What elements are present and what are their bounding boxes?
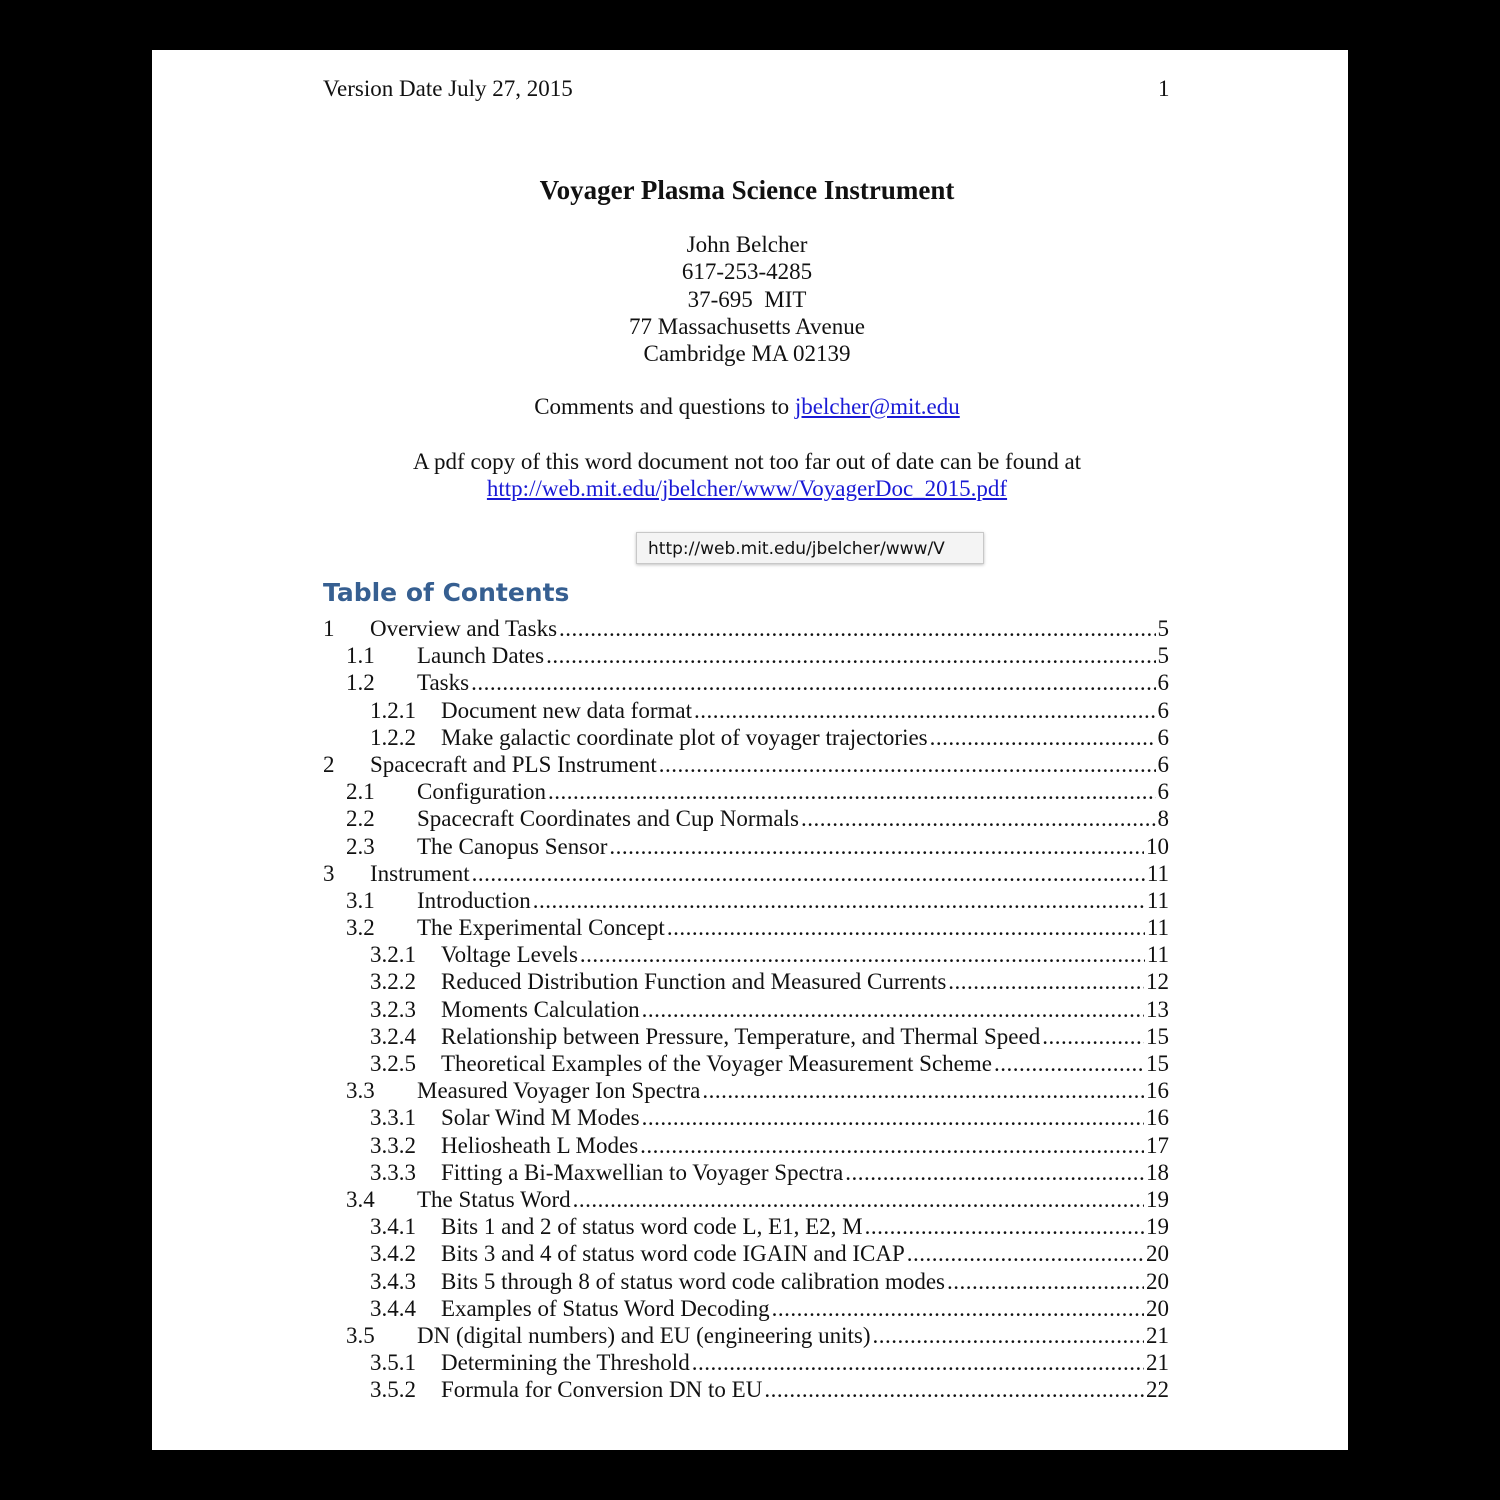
toc-entry[interactable]: [323, 806, 1169, 833]
toc-entry-page: 11: [1146, 860, 1169, 886]
toc-entry[interactable]: [323, 1377, 1169, 1404]
toc-entry-page: 11: [1146, 942, 1169, 968]
toc-dot-leader: [609, 834, 1144, 860]
toc-entry[interactable]: [323, 1214, 1169, 1241]
toc-entry-title: Measured Voyager Ion Spectra: [417, 1078, 701, 1104]
toc-entry-page: 17: [1146, 1132, 1169, 1158]
page-number: 1: [1158, 76, 1170, 101]
toc-entry[interactable]: [323, 616, 1169, 643]
toc-entry[interactable]: [323, 969, 1169, 996]
toc-entry-number: 3.5.1: [370, 1350, 416, 1376]
toc-entry-title: Tasks: [417, 670, 470, 696]
toc-entry-page: 20: [1146, 1268, 1169, 1294]
toc-entry-number: 1.2.1: [370, 697, 416, 723]
toc-entry-title: Formula for Conversion DN to EU: [441, 1377, 763, 1403]
toc-entry[interactable]: [323, 1160, 1169, 1187]
toc-entry-title: The Experimental Concept: [417, 915, 665, 941]
toc-dot-leader: [659, 752, 1156, 778]
toc-entry-title: Instrument: [370, 860, 470, 886]
toc-dot-leader: [573, 1187, 1144, 1213]
toc-entry-page: 15: [1146, 1023, 1169, 1049]
toc-entry[interactable]: [323, 1350, 1169, 1377]
toc-entry[interactable]: [323, 1078, 1169, 1105]
toc-entry-page: 8: [1157, 806, 1169, 832]
toc-entry-title: Reduced Distribution Function and Measured Currents: [441, 969, 947, 995]
toc-dot-leader: [801, 806, 1156, 832]
toc-dot-leader: [642, 997, 1144, 1023]
toc-entry-title: Relationship between Pressure, Temperature, and Thermal Speed: [441, 1023, 1041, 1049]
toc-entry-number: 2.2: [346, 806, 375, 832]
toc-entry-title: Bits 1 and 2 of status word code L, E1, E2, M: [441, 1214, 863, 1240]
toc-entry-page: 16: [1146, 1105, 1169, 1131]
toc-entry-number: 3.2.1: [370, 942, 416, 968]
toc-entry-title: Overview and Tasks: [370, 616, 558, 641]
toc-dot-leader: [947, 1269, 1144, 1295]
toc-entry[interactable]: [323, 1296, 1169, 1323]
toc-entry-page: 18: [1146, 1159, 1169, 1185]
toc-entry-number: 3: [323, 860, 335, 886]
toc-entry-number: 2.3: [346, 833, 375, 859]
toc-entry-number: 3.1: [346, 887, 375, 913]
toc-entry[interactable]: [323, 1187, 1169, 1214]
toc-dot-leader: [764, 1377, 1144, 1403]
toc-dot-leader: [580, 942, 1145, 968]
toc-entry-title: Fitting a Bi-Maxwellian to Voyager Spectra: [441, 1159, 844, 1185]
toc-entry-title: Examples of Status Word Decoding: [441, 1295, 770, 1321]
author-city: Cambridge MA 02139: [643, 341, 851, 367]
toc-entry-page: 12: [1146, 969, 1169, 995]
toc-entry[interactable]: [323, 942, 1169, 969]
toc-entry-number: 3.4.4: [370, 1295, 416, 1321]
toc-entry-page: 11: [1146, 915, 1169, 941]
toc-entry-page: 20: [1146, 1295, 1169, 1321]
toc-dot-leader: [930, 725, 1156, 751]
author-office: 37-695 MIT: [687, 286, 807, 312]
toc-heading: Table of Contents: [323, 578, 570, 607]
toc-dot-leader: [994, 1051, 1144, 1077]
toc-dot-leader: [471, 670, 1155, 696]
toc-entry[interactable]: [323, 670, 1169, 697]
toc-entry[interactable]: [323, 861, 1169, 888]
toc-entry-title: The Status Word: [417, 1186, 571, 1212]
toc-entry-title: Configuration: [417, 779, 547, 805]
toc-entry-page: 5: [1157, 616, 1169, 641]
toc-entry-title: Bits 3 and 4 of status word code IGAIN and ICAP: [441, 1241, 905, 1267]
toc-entry[interactable]: [323, 698, 1169, 725]
toc-entry-title: Heliosheath L Modes: [441, 1132, 639, 1158]
toc-entry-number: 3.3: [346, 1078, 375, 1104]
toc-entry[interactable]: [323, 1241, 1169, 1268]
toc-entry-page: 6: [1157, 697, 1169, 723]
pdf-url-link[interactable]: http://web.mit.edu/jbelcher/www/VoyagerDoc_2015.pdf: [486, 476, 1008, 501]
toc-entry-title: Voltage Levels: [441, 942, 578, 968]
toc-entry[interactable]: [323, 1024, 1169, 1051]
toc-entry-number: 1.2.2: [370, 724, 416, 750]
toc-dot-leader: [559, 616, 1155, 642]
toc-entry-number: 2.1: [346, 779, 375, 805]
toc-entry-page: 6: [1157, 779, 1169, 805]
toc-entry-page: 6: [1157, 670, 1169, 696]
toc-dot-leader: [692, 1350, 1144, 1376]
toc-dot-leader: [873, 1323, 1145, 1349]
toc-entry-number: 3.2.4: [370, 1023, 416, 1049]
toc-entry-page: 13: [1146, 996, 1169, 1022]
toc-entry-page: 5: [1157, 643, 1169, 669]
toc-entry-page: 11: [1146, 887, 1169, 913]
toc-entry[interactable]: [323, 915, 1169, 942]
toc-entry-page: 6: [1157, 724, 1169, 750]
toc-dot-leader: [546, 643, 1155, 669]
toc-entry-page: 22: [1146, 1377, 1169, 1403]
toc-entry-page: 20: [1146, 1241, 1169, 1267]
link-tooltip: http://web.mit.edu/jbelcher/www/V: [636, 532, 984, 564]
toc-entry-number: 3.5: [346, 1322, 375, 1348]
toc-entry-number: 2: [323, 751, 335, 777]
author-name: John Belcher: [686, 232, 808, 257]
toc-entry[interactable]: [323, 1051, 1169, 1078]
author-street: 77 Massachusetts Avenue: [629, 313, 865, 339]
toc-entry-number: 3.3.3: [370, 1159, 416, 1185]
toc-entry-number: 1.1: [346, 643, 375, 669]
toc-entry-number: 3.4.3: [370, 1268, 416, 1294]
author-phone: 617-253-4285: [681, 259, 813, 285]
toc-dot-leader: [472, 861, 1145, 887]
toc-dot-leader: [702, 1078, 1144, 1104]
toc-entry-page: 19: [1146, 1186, 1169, 1212]
toc-entry-title: Introduction: [417, 887, 531, 913]
toc-entry-page: 15: [1146, 1051, 1169, 1076]
toc-entry-number: 3.5.2: [370, 1377, 416, 1403]
toc-entry-title: Moments Calculation: [441, 996, 640, 1022]
toc-entry-number: 3.2.2: [370, 969, 416, 995]
document-title: Voyager Plasma Science Instrument: [539, 175, 955, 205]
pdf-note-text: A pdf copy of this word document not too far out of date can be found at: [412, 449, 1082, 474]
toc-entry[interactable]: [323, 779, 1169, 806]
comments-text: Comments and questions to: [534, 394, 795, 419]
toc-entry-title: Determining the Threshold: [441, 1350, 690, 1376]
toc-entry-number: 3.4.1: [370, 1214, 416, 1240]
toc-entry-page: 21: [1146, 1322, 1169, 1348]
toc-entry[interactable]: [323, 643, 1169, 670]
toc-dot-leader: [1042, 1024, 1144, 1050]
toc-entry[interactable]: [323, 725, 1169, 752]
toc-entry-title: DN (digital numbers) and EU (engineering units): [417, 1322, 871, 1348]
toc-entry-title: Bits 5 through 8 of status word code calibration modes: [441, 1268, 946, 1294]
toc-entry-title: Spacecraft and PLS Instrument: [370, 751, 657, 777]
toc-dot-leader: [533, 888, 1145, 914]
toc-entry-title: Launch Dates: [417, 643, 545, 669]
toc-entry-title: Make galactic coordinate plot of voyager trajectories: [441, 724, 928, 750]
toc-entry-title: Document new data format: [441, 697, 692, 723]
toc-entry-page: 19: [1146, 1214, 1169, 1240]
toc-dot-leader: [948, 969, 1144, 995]
toc-entry-page: 6: [1157, 751, 1169, 777]
toc-entry-number: 3.4.2: [370, 1241, 416, 1267]
toc-entry-number: 3.3.1: [370, 1105, 416, 1131]
toc-entry-page: 21: [1146, 1350, 1169, 1376]
toc-entry-number: 3.2: [346, 915, 375, 941]
toc-entry[interactable]: [323, 1105, 1169, 1132]
toc-entry[interactable]: [323, 888, 1169, 915]
toc-entry-number: 3.2.5: [370, 1051, 416, 1076]
toc-entry-title: Spacecraft Coordinates and Cup Normals: [417, 806, 799, 832]
toc-dot-leader: [865, 1214, 1144, 1240]
toc-dot-leader: [694, 698, 1156, 724]
author-block: [152, 231, 1342, 367]
toc-entry[interactable]: [323, 997, 1169, 1024]
toc-entry-page: 16: [1146, 1078, 1169, 1104]
toc-dot-leader: [845, 1160, 1144, 1186]
toc-entry[interactable]: [323, 1133, 1169, 1160]
toc-dot-leader: [907, 1241, 1144, 1267]
toc-entry[interactable]: [323, 834, 1169, 861]
toc-entry-number: 3.2.3: [370, 996, 416, 1022]
toc-dot-leader: [548, 779, 1155, 805]
toc-dot-leader: [640, 1133, 1144, 1159]
document-page: [152, 50, 1348, 1450]
toc-entry[interactable]: [323, 1323, 1169, 1350]
version-date: Version Date July 27, 2015: [323, 76, 573, 101]
toc-dot-leader: [642, 1105, 1144, 1131]
toc-dot-leader: [772, 1296, 1144, 1322]
toc-entry-title: Solar Wind M Modes: [441, 1105, 640, 1131]
toc-entry-number: 3.3.2: [370, 1132, 416, 1158]
toc-entry-number: 3.4: [346, 1186, 375, 1212]
toc-entry[interactable]: [323, 752, 1169, 779]
toc-entry[interactable]: [323, 1269, 1169, 1296]
comments-line: [152, 394, 1342, 420]
toc-entry-number: 1.2: [346, 670, 375, 696]
table-of-contents: [323, 616, 1169, 1404]
toc-entry-number: 1: [323, 616, 335, 641]
toc-entry-title: The Canopus Sensor: [417, 833, 608, 859]
toc-dot-leader: [667, 915, 1145, 941]
toc-entry-page: 10: [1146, 833, 1169, 859]
pdf-note: [152, 448, 1342, 502]
toc-entry-title: Theoretical Examples of the Voyager Measurement Scheme: [441, 1051, 992, 1076]
email-link[interactable]: jbelcher@mit.edu: [794, 394, 960, 419]
